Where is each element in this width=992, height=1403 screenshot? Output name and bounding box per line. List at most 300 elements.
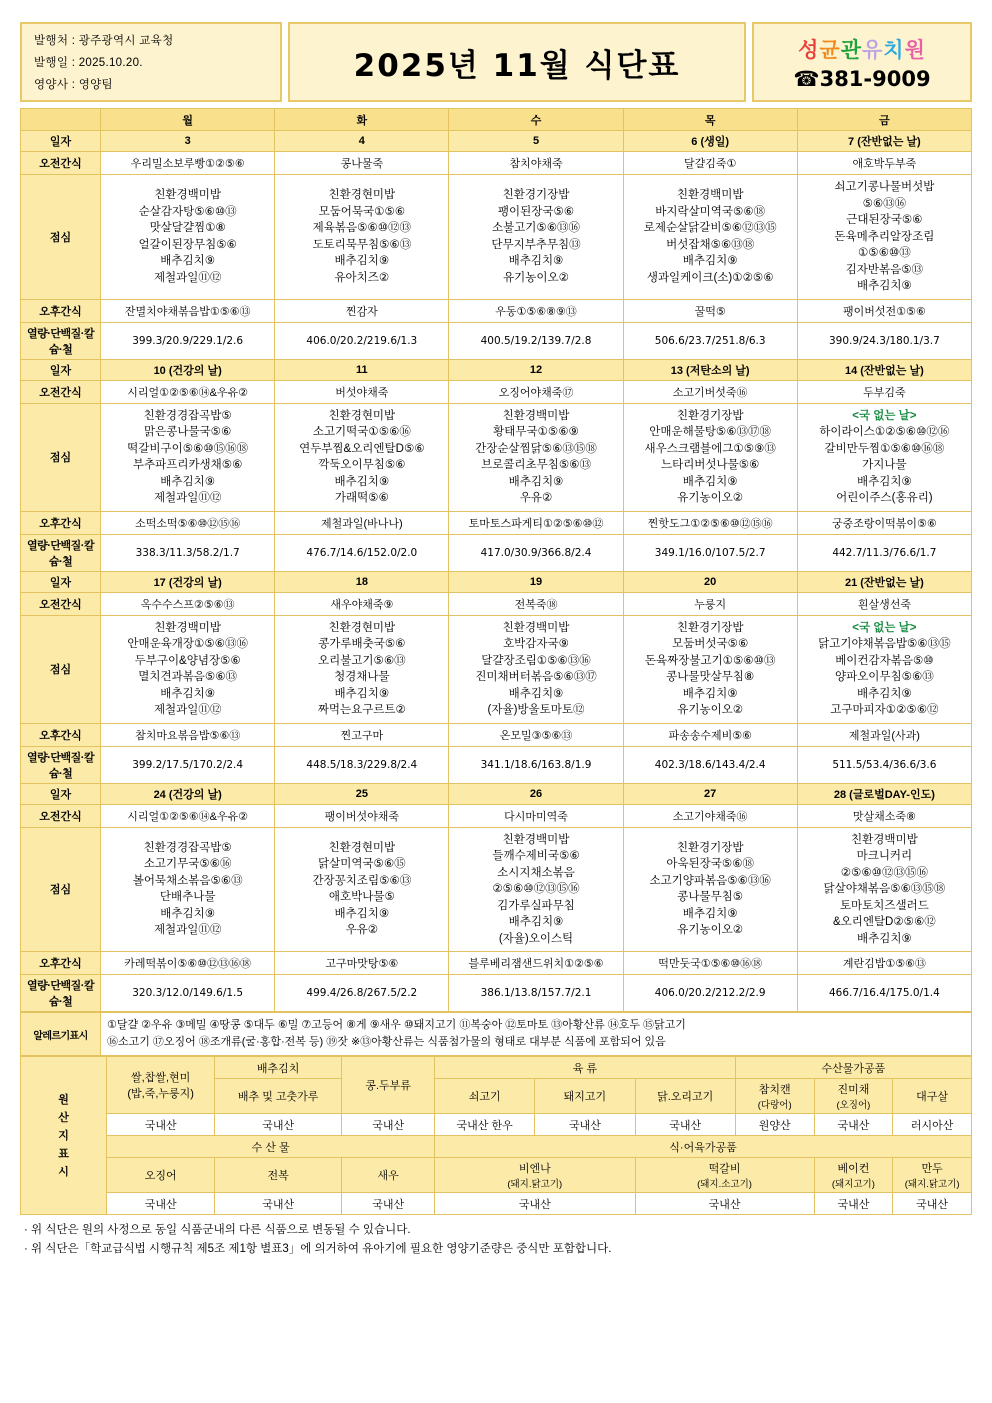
lunch-dish: (자율)방울토마토⑫ xyxy=(487,704,585,716)
afternoon-snack-0-4: 팽이버섯전①⑤⑥ xyxy=(797,299,971,322)
date-cell-3-2: 26 xyxy=(449,783,623,804)
afternoon-snack-3-3: 떡만둣국①⑤⑥⑩⑯⑱ xyxy=(623,952,797,975)
lunch-dish: 짜먹는요구르트② xyxy=(317,704,406,716)
origin-meat-sub-1: 돼지고기 xyxy=(535,1079,635,1114)
morning-snack-1-4: 두부김죽 xyxy=(797,380,971,403)
lunch-dish: 가래떡⑤⑥ xyxy=(334,492,389,504)
origin-seaproc-sub-1: 진미채 (오징어) xyxy=(814,1079,893,1114)
lunch-cell-3-1 xyxy=(275,827,449,952)
lunch-dish: &오리엔탈D②⑤⑥⑫ xyxy=(832,916,936,928)
afternoon-snack-2-3: 파송송수제비⑤⑥ xyxy=(623,723,797,746)
lunch-cell-3-3 xyxy=(623,827,797,952)
date-cell-2-4: 21 (잔반없는 날) xyxy=(797,571,971,592)
footer-note-1: · 위 식단은 원의 사정으로 동일 식품군내의 다른 식품으로 변동될 수 있습니다. xyxy=(24,1224,411,1236)
date-cell-1-4: 14 (잔반없는 날) xyxy=(797,359,971,380)
origin-seaproc-sub-2: 대구살 xyxy=(893,1079,972,1114)
lunch-dish: 우유② xyxy=(345,924,379,937)
lunch-dish: 갈비만두찜①⑤⑥⑩⑯⑱ xyxy=(824,442,945,455)
date-cell-3-0: 24 (건강의 날) xyxy=(101,783,275,804)
morning-snack-3-2: 다시마미역죽 xyxy=(449,804,623,827)
nutrition-3-2: 386.1/13.8/157.7/2.1 xyxy=(449,975,623,1012)
lunch-dish: 소고기떡국①⑤⑥⑯ xyxy=(312,426,411,438)
lunch-cell-0-2 xyxy=(449,175,623,300)
origin-processed-sub-0: 비엔나 (돼지.닭고기) xyxy=(435,1158,636,1193)
day-of-week-0: 월 xyxy=(101,109,275,131)
origin-value-1-5: 국내산 xyxy=(635,1114,735,1136)
lunch-dish: 새우스크램블에그①⑤⑨⑬ xyxy=(644,442,776,455)
lunch-dish: 어린이주스(홍유리) xyxy=(836,492,933,504)
lunch-dish: 오리불고기⑤⑥⑬ xyxy=(318,654,406,667)
lunch-dish: 유기농이오② xyxy=(677,704,744,716)
lunch-dish: 마크니커리 xyxy=(856,850,913,862)
nutrition-label: 열량·단백질·칼슘·철 xyxy=(21,534,101,571)
date-cell-0-2: 5 xyxy=(449,131,623,152)
menu-table xyxy=(20,108,972,1012)
lunch-dish: 친환경현미밥 xyxy=(328,189,396,202)
afternoon-snack-1-2: 토마토스파게티①②⑤⑥⑩⑫ xyxy=(449,511,623,534)
origin-header-row-4 xyxy=(21,1158,972,1193)
day-of-week-1: 화 xyxy=(275,109,449,131)
lunch-dish: 콩가루배춧국⑤⑥ xyxy=(318,638,406,650)
nutrition-1-3: 349.1/16.0/107.5/2.7 xyxy=(623,534,797,571)
morning-snack-row xyxy=(21,152,972,175)
lunch-dish: 친환경현미밥 xyxy=(328,841,396,854)
lunch-label: 점심 xyxy=(21,175,101,300)
morning-snack-2-1: 새우야채죽⑨ xyxy=(275,592,449,615)
lunch-dish: 제철과일⑪⑫ xyxy=(153,704,222,716)
date-label: 일자 xyxy=(21,131,101,152)
lunch-dish: 친환경백미밥 xyxy=(676,189,744,202)
afternoon-snack-3-2: 블루베리잼샌드위치①②⑤⑥ xyxy=(449,952,623,975)
morning-snack-3-3: 소고기야채죽⑯ xyxy=(623,804,797,827)
morning-snack-0-0: 우리밀소보루빵①②⑤⑥ xyxy=(101,152,275,175)
lunch-dish: 팽이된장국⑤⑥ xyxy=(497,205,575,218)
logo-char-1: 균 xyxy=(819,38,841,62)
date-cell-1-3: 13 (저탄소의 날) xyxy=(623,359,797,380)
nutrition-3-4: 466.7/16.4/175.0/1.4 xyxy=(797,975,971,1012)
lunch-dish: 제철과일⑪⑫ xyxy=(153,924,222,937)
lunch-dish: 김자반볶음⑤⑬ xyxy=(845,263,924,276)
origin-value-2-4: 국내산 xyxy=(635,1193,814,1215)
logo-char-5: 원 xyxy=(904,38,926,62)
origin-meat-header: 육 류 xyxy=(435,1057,736,1079)
morning-snack-3-1: 팽이버섯야채죽 xyxy=(275,804,449,827)
nutrition-row xyxy=(21,534,972,571)
lunch-dish: 친환경기장밥 xyxy=(676,841,744,854)
lunch-dish: 콩나물맛살무침⑧ xyxy=(666,671,755,683)
lunch-cell-1-1 xyxy=(275,403,449,511)
lunch-dish: 떡갈비구이⑤⑥⑩⑮⑯⑱ xyxy=(127,442,249,455)
morning-snack-3-0: 시리얼①②⑤⑥⑭&우유② xyxy=(101,804,275,827)
lunch-cell-2-1 xyxy=(275,615,449,723)
lunch-dish: ②⑤⑥⑩⑫⑬⑮⑯ xyxy=(492,883,580,895)
footer-note-2: · 위 식단은「학교급식법 시행규칙 제5조 제1항 별표3」에 의거하여 유아기에 필요한 영양기준량은 중식만 포함합니다. xyxy=(24,1243,612,1255)
lunch-cell-1-4 xyxy=(797,403,971,511)
nutrition-0-2: 400.5/19.2/139.7/2.8 xyxy=(449,322,623,359)
afternoon-snack-label: 오후간식 xyxy=(21,299,101,322)
lunch-dish: (자율)오이스틱 xyxy=(498,932,574,945)
lunch-dish: 친환경경잡곡밥⑤ xyxy=(143,841,232,854)
nutrition-label: 열량·단백질·칼슘·철 xyxy=(21,746,101,783)
lunch-dish: 배추김치⑨ xyxy=(682,475,738,488)
lunch-dish: 소불고기⑤⑥⑬⑯ xyxy=(491,222,581,235)
lunch-dish: 간장꽁치조림⑤⑥⑬ xyxy=(312,874,412,887)
origin-value-1-0: 국내산 xyxy=(107,1114,215,1136)
lunch-dish: 제육볶음⑤⑥⑩⑫⑬ xyxy=(312,222,412,235)
nutrition-row xyxy=(21,322,972,359)
lunch-cell-2-4 xyxy=(797,615,971,723)
publisher-line: 발행처 : 광주광역시 교육청 xyxy=(34,35,174,47)
afternoon-snack-2-0: 참치마요볶음밥⑤⑥⑬ xyxy=(101,723,275,746)
origin-bean-header: 콩.두부류 xyxy=(342,1057,435,1114)
origin-value-row-1 xyxy=(21,1114,972,1136)
lunch-dish: 양파오이무침⑤⑥⑬ xyxy=(834,671,934,683)
date-label: 일자 xyxy=(21,359,101,380)
origin-value-1-2: 국내산 xyxy=(342,1114,435,1136)
lunch-dish: 친환경백미밥 xyxy=(851,833,918,846)
afternoon-snack-0-1: 찐감자 xyxy=(275,299,449,322)
date-cell-0-0: 3 xyxy=(101,131,275,152)
lunch-dish: 우유② xyxy=(519,492,553,504)
date-label: 일자 xyxy=(21,783,101,804)
lunch-dish: 볼어묵채소볶음⑤⑥⑬ xyxy=(132,874,243,887)
lunch-dish: 닭고기야채볶음밥⑤⑥⑬⑮ xyxy=(818,638,951,650)
lunch-dish: 돈육짜장불고기①⑤⑥⑩⑬ xyxy=(644,654,776,667)
lunch-dish: 소시지채소볶음 xyxy=(497,866,575,879)
lunch-dish: 배추김치⑨ xyxy=(334,687,390,700)
lunch-row xyxy=(21,175,972,300)
nutrition-2-4: 511.5/53.4/36.6/3.6 xyxy=(797,746,971,783)
morning-snack-label: 오전간식 xyxy=(21,804,101,827)
afternoon-snack-3-0: 카레떡볶이⑤⑥⑩⑫⑬⑯⑱ xyxy=(101,952,275,975)
lunch-dish: 버섯잡채⑤⑥⑬⑱ xyxy=(666,238,755,251)
lunch-dish: 맑은콩나물국⑤⑥ xyxy=(144,426,232,438)
lunch-dish: 호박감자국⑨ xyxy=(503,638,569,650)
morning-snack-label: 오전간식 xyxy=(21,152,101,175)
lunch-cell-0-3 xyxy=(623,175,797,300)
origin-processed-sub-2: 베이컨 (돼지고기) xyxy=(814,1158,893,1193)
logo-char-2: 관 xyxy=(840,38,862,62)
lunch-dish: 친환경현미밥 xyxy=(328,409,396,422)
lunch-dish: 달걀장조림①⑤⑥⑬⑯ xyxy=(481,654,591,667)
lunch-dish: 배추김치⑨ xyxy=(508,916,564,928)
origin-value-1-8: 러시아산 xyxy=(893,1114,972,1136)
lunch-label: 점심 xyxy=(21,827,101,952)
nutrition-2-0: 399.2/17.5/170.2/2.4 xyxy=(101,746,275,783)
nutrition-1-4: 442.7/11.3/76.6/1.7 xyxy=(797,534,971,571)
morning-snack-row xyxy=(21,804,972,827)
nutritionist-line: 영양사 : 영양팀 xyxy=(34,79,113,91)
lunch-dish: 배추김치⑨ xyxy=(160,475,216,488)
origin-seaproc-sub-0: 참치캔 (다랑어) xyxy=(735,1079,814,1114)
afternoon-snack-label: 오후간식 xyxy=(21,511,101,534)
origin-value-1-7: 국내산 xyxy=(814,1114,893,1136)
afternoon-snack-row xyxy=(21,952,972,975)
origin-seafood-sub-1: 전복 xyxy=(215,1158,342,1193)
date-cell-3-3: 27 xyxy=(623,783,797,804)
date-cell-0-4: 7 (잔반없는 날) xyxy=(797,131,971,152)
publisher-info xyxy=(20,22,282,102)
nutrition-2-2: 341.1/18.6/163.8/1.9 xyxy=(449,746,623,783)
lunch-dish: 부추파프리카생채⑤⑥ xyxy=(132,459,243,471)
nutrition-0-4: 390.9/24.3/180.1/3.7 xyxy=(797,322,971,359)
date-cell-1-1: 11 xyxy=(275,359,449,380)
lunch-dish: 친환경현미밥 xyxy=(328,621,396,634)
afternoon-snack-row xyxy=(21,299,972,322)
afternoon-snack-row xyxy=(21,723,972,746)
origin-kimchi-header: 배추김치 xyxy=(215,1057,342,1079)
date-cell-0-1: 4 xyxy=(275,131,449,152)
lunch-dish: 친환경백미밥 xyxy=(502,409,570,422)
lunch-dish: 유기농이오② xyxy=(677,492,744,504)
date-cell-1-2: 12 xyxy=(449,359,623,380)
lunch-dish: 안매운육개장①⑤⑥⑬⑯ xyxy=(127,638,248,650)
afternoon-snack-label: 오후간식 xyxy=(21,723,101,746)
lunch-dish: 단무지부추무침⑬ xyxy=(491,238,581,251)
lunch-dish: 친환경기장밥 xyxy=(676,621,744,634)
afternoon-snack-3-4: 계란김밥①⑤⑥⑬ xyxy=(797,952,971,975)
date-row xyxy=(21,783,972,804)
lunch-dish: 모둠버섯국⑤⑥ xyxy=(672,638,749,650)
nutrition-0-0: 399.3/20.9/229.1/2.6 xyxy=(101,322,275,359)
lunch-cell-3-4 xyxy=(797,827,971,952)
lunch-dish: 깍둑오이무침⑤⑥ xyxy=(318,459,406,471)
lunch-dish: 고구마피자①②⑤⑥⑫ xyxy=(830,704,939,716)
date-label: 일자 xyxy=(21,571,101,592)
afternoon-snack-3-1: 고구마맛탕⑤⑥ xyxy=(275,952,449,975)
origin-processed-sub-1: 떡갈비 (돼지.소고기) xyxy=(635,1158,814,1193)
lunch-dish: 배추김치⑨ xyxy=(508,255,564,268)
lunch-dish: 배추김치⑨ xyxy=(334,907,390,920)
allergen-label: 알레르기표시 xyxy=(21,1013,101,1056)
lunch-dish: 소고기무국⑤⑥⑯ xyxy=(143,858,232,871)
lunch-dish: 단배추나물 xyxy=(159,891,216,904)
origin-table xyxy=(20,1056,972,1215)
allergen-line-2: ⑯소고기 ⑰오징어 ⑱조개류(굴·홍합·전복 등) ⑲잣 ※⑬아황산류는 식품첨가물의 형태로 대부분 식품에 포함되어 있음 xyxy=(107,1036,666,1048)
lunch-dish: 하이라이스①②⑤⑥⑩⑫⑯ xyxy=(819,426,950,438)
lunch-dish: 닭살미역국⑤⑥⑮ xyxy=(318,858,406,871)
lunch-dish: 아욱된장국⑤⑥⑱ xyxy=(666,858,755,871)
lunch-dish: 진미채버터볶음⑤⑥⑬⑰ xyxy=(475,671,597,683)
nutrition-label: 열량·단백질·칼슘·철 xyxy=(21,975,101,1012)
lunch-dish: 쇠고기콩나물버섯밥 xyxy=(834,181,935,193)
nutrition-row xyxy=(21,746,972,783)
lunch-dish: 얼갈이된장무침⑤⑥ xyxy=(138,238,237,251)
footer-notes xyxy=(20,1221,972,1259)
lunch-dish: 황태무국①⑤⑥⑨ xyxy=(493,426,579,438)
lunch-cell-2-3 xyxy=(623,615,797,723)
morning-snack-2-2: 전복죽⑱ xyxy=(449,592,623,615)
date-cell-0-3: 6 (생일) xyxy=(623,131,797,152)
lunch-dish: 소고기양파볶음⑤⑥⑬⑯ xyxy=(649,874,771,887)
lunch-dish: 멸치견과볶음⑤⑥⑬ xyxy=(138,671,238,683)
date-cell-2-2: 19 xyxy=(449,571,623,592)
afternoon-snack-1-0: 소떡소떡⑤⑥⑩⑫⑮⑯ xyxy=(101,511,275,534)
afternoon-snack-1-4: 궁중조랑이떡볶이⑤⑥ xyxy=(797,511,971,534)
lunch-dish: 콩나물무침⑤ xyxy=(677,891,744,904)
lunch-dish: 제철과일⑪⑫ xyxy=(153,492,222,504)
morning-snack-2-4: 흰살생선죽 xyxy=(797,592,971,615)
origin-processed-sub-3: 만두 (돼지.닭고기) xyxy=(893,1158,972,1193)
lunch-cell-2-2 xyxy=(449,615,623,723)
publish-date-line: 발행일 : 2025.10.20. xyxy=(34,57,143,69)
lunch-dish: 친환경백미밥 xyxy=(154,621,221,634)
lunch-cell-0-1 xyxy=(275,175,449,300)
morning-snack-label: 오전간식 xyxy=(21,592,101,615)
page-title: 2025년 11월 식단표 xyxy=(288,22,746,102)
lunch-dish: <국 없는 날> xyxy=(852,621,917,634)
lunch-dish: ②⑤⑥⑩⑫⑬⑮⑯ xyxy=(840,866,928,879)
lunch-dish: 친환경백미밥 xyxy=(154,189,221,202)
lunch-dish: 로제순살닭갈비⑤⑥⑫⑬⑮ xyxy=(643,222,777,235)
origin-value-1-1: 국내산 xyxy=(215,1114,342,1136)
lunch-cell-3-2 xyxy=(449,827,623,952)
date-cell-1-0: 10 (건강의 날) xyxy=(101,359,275,380)
lunch-dish: 순살감자탕⑤⑥⑩⑬ xyxy=(138,205,237,218)
lunch-cell-0-0 xyxy=(101,175,275,300)
date-cell-2-3: 20 xyxy=(623,571,797,592)
date-row xyxy=(21,571,972,592)
lunch-dish: 베이컨감자볶음⑤⑩ xyxy=(835,654,934,667)
lunch-dish: 간장순살찜닭⑤⑥⑬⑮⑱ xyxy=(475,442,597,455)
morning-snack-row xyxy=(21,592,972,615)
origin-header-row-3 xyxy=(21,1136,972,1158)
afternoon-snack-row xyxy=(21,511,972,534)
lunch-dish: 제철과일⑪⑫ xyxy=(153,271,222,284)
date-cell-3-4: 28 (글로벌DAY-인도) xyxy=(797,783,971,804)
nutrition-2-1: 448.5/18.3/229.8/2.4 xyxy=(275,746,449,783)
origin-header-row-1 xyxy=(21,1057,972,1079)
lunch-dish: <국 없는 날> xyxy=(852,409,917,422)
afternoon-snack-2-1: 찐고구마 xyxy=(275,723,449,746)
origin-processed-header: 식·어육가공품 xyxy=(435,1136,972,1158)
lunch-dish: 들깨수제비국⑤⑥ xyxy=(492,850,580,862)
origin-seafoodproc-header: 수산물가공품 xyxy=(735,1057,971,1079)
lunch-dish: 근대된장국⑤⑥ xyxy=(846,214,923,226)
lunch-dish: 바지락살미역국⑤⑥⑱ xyxy=(655,205,766,218)
lunch-dish: 가지나물 xyxy=(862,459,907,471)
origin-value-1-4: 국내산 xyxy=(535,1114,635,1136)
morning-snack-0-3: 달걀김죽① xyxy=(623,152,797,175)
date-cell-2-0: 17 (건강의 날) xyxy=(101,571,275,592)
lunch-dish: 배추김치⑨ xyxy=(160,907,216,920)
allergen-table xyxy=(20,1012,972,1056)
origin-value-2-5: 국내산 xyxy=(814,1193,893,1215)
afternoon-snack-0-2: 우동①⑤⑥⑧⑨⑬ xyxy=(449,299,623,322)
afternoon-snack-2-4: 제철과일(사과) xyxy=(797,723,971,746)
allergen-line-1: ①달걀 ②우유 ③메밀 ④땅콩 ⑤대두 ⑥밀 ⑦고등어 ⑧게 ⑨새우 ⑩돼지고기 ⑪복숭아 ⑫토마토 ⑬아황산류 ⑭호두 ⑮닭고기 xyxy=(107,1019,686,1031)
lunch-dish: 김가루실파무침 xyxy=(497,899,575,912)
afternoon-snack-0-3: 꿀떡⑤ xyxy=(623,299,797,322)
allergen-legend xyxy=(101,1013,972,1056)
nutrition-row xyxy=(21,975,972,1012)
nutrition-2-3: 402.3/18.6/143.4/2.4 xyxy=(623,746,797,783)
lunch-dish: 친환경기장밥 xyxy=(676,409,744,422)
lunch-dish: 유아치즈② xyxy=(334,271,390,284)
morning-snack-3-4: 맛살채소죽⑧ xyxy=(797,804,971,827)
lunch-cell-3-0 xyxy=(101,827,275,952)
morning-snack-0-2: 참치야채죽 xyxy=(449,152,623,175)
date-row xyxy=(21,359,972,380)
lunch-dish: 친환경백미밥 xyxy=(502,833,570,846)
lunch-dish: 배추김치⑨ xyxy=(857,687,912,700)
lunch-dish: 생과일케이크(소)①②⑤⑥ xyxy=(646,271,774,284)
afternoon-snack-2-2: 온모밀③⑤⑥⑬ xyxy=(449,723,623,746)
lunch-cell-2-0 xyxy=(101,615,275,723)
dow-corner xyxy=(21,109,101,131)
lunch-dish: 유기농이오② xyxy=(677,924,744,937)
date-row xyxy=(21,131,972,152)
lunch-dish: 모둠어묵국①⑤⑥ xyxy=(318,205,406,218)
morning-snack-row xyxy=(21,380,972,403)
day-of-week-4: 금 xyxy=(797,109,971,131)
nutrition-3-0: 320.3/12.0/149.6/1.5 xyxy=(101,975,275,1012)
lunch-dish: 배추김치⑨ xyxy=(160,255,216,268)
origin-value-2-2: 국내산 xyxy=(342,1193,435,1215)
lunch-dish: 배추김치⑨ xyxy=(682,255,738,268)
afternoon-snack-0-0: 잔멸치야채볶음밥①⑤⑥⑬ xyxy=(101,299,275,322)
lunch-dish: 배추김치⑨ xyxy=(857,475,912,488)
lunch-dish: 친환경기장밥 xyxy=(502,189,570,202)
lunch-dish: 유기농이오② xyxy=(503,271,569,284)
nutrition-1-0: 338.3/11.3/58.2/1.7 xyxy=(101,534,275,571)
morning-snack-1-3: 소고기버섯죽⑯ xyxy=(623,380,797,403)
origin-seafood-sub-0: 오징어 xyxy=(107,1158,215,1193)
page-header xyxy=(20,22,972,102)
lunch-cell-1-3 xyxy=(623,403,797,511)
origin-value-1-3: 국내산 한우 xyxy=(435,1114,535,1136)
lunch-dish: ⑤⑥⑬⑯ xyxy=(862,197,907,210)
lunch-cell-1-2 xyxy=(449,403,623,511)
logo-phone: ☎381-9009 xyxy=(793,66,931,91)
lunch-dish: 친환경백미밥 xyxy=(502,621,570,634)
day-of-week-3: 목 xyxy=(623,109,797,131)
origin-value-1-6: 원양산 xyxy=(735,1114,814,1136)
lunch-dish: 닭살야채볶음⑤⑥⑬⑮⑱ xyxy=(823,883,946,895)
lunch-dish: 배추김치⑨ xyxy=(682,907,738,920)
morning-snack-0-4: 애호박두부죽 xyxy=(797,152,971,175)
date-cell-2-1: 18 xyxy=(275,571,449,592)
morning-snack-2-0: 옥수수스프②⑤⑥⑬ xyxy=(101,592,275,615)
lunch-dish: 친환경경잡곡밥⑤ xyxy=(143,409,232,422)
logo-char-4: 치 xyxy=(883,38,905,62)
origin-rice-header: 쌀,찹쌀,현미 (밥,죽,누룽지) xyxy=(107,1057,215,1114)
nutrition-0-3: 506.6/23.7/251.8/6.3 xyxy=(623,322,797,359)
morning-snack-1-2: 오징어야채죽⑰ xyxy=(449,380,623,403)
origin-seafood-header: 수 산 물 xyxy=(107,1136,435,1158)
morning-snack-label: 오전간식 xyxy=(21,380,101,403)
afternoon-snack-1-3: 찐핫도그①②⑤⑥⑩⑫⑮⑯ xyxy=(623,511,797,534)
lunch-cell-0-4 xyxy=(797,175,971,300)
afternoon-snack-label: 오후간식 xyxy=(21,952,101,975)
lunch-dish: 도토리묵무침⑤⑥⑬ xyxy=(312,238,412,251)
origin-value-row-2 xyxy=(21,1193,972,1215)
nutrition-3-1: 499.4/26.8/267.5/2.2 xyxy=(275,975,449,1012)
origin-kimchi-sub: 배추 및 고춧가루 xyxy=(215,1079,342,1114)
nutrition-0-1: 406.0/20.2/219.6/1.3 xyxy=(275,322,449,359)
lunch-row xyxy=(21,615,972,723)
lunch-dish: 청경채나물 xyxy=(334,671,390,683)
day-of-week-2: 수 xyxy=(449,109,623,131)
lunch-label: 점심 xyxy=(21,615,101,723)
lunch-dish: 배추김치⑨ xyxy=(334,255,390,268)
lunch-dish: 브로콜리초무침⑤⑥⑬ xyxy=(481,459,591,471)
origin-value-2-1: 국내산 xyxy=(215,1193,342,1215)
origin-label: 원 산 지 표 시 xyxy=(21,1057,107,1215)
lunch-dish: 맛살달걀찜①⑧ xyxy=(149,222,226,235)
origin-value-2-6: 국내산 xyxy=(893,1193,972,1215)
lunch-dish: 느타리버섯나물⑤⑥ xyxy=(660,459,760,471)
